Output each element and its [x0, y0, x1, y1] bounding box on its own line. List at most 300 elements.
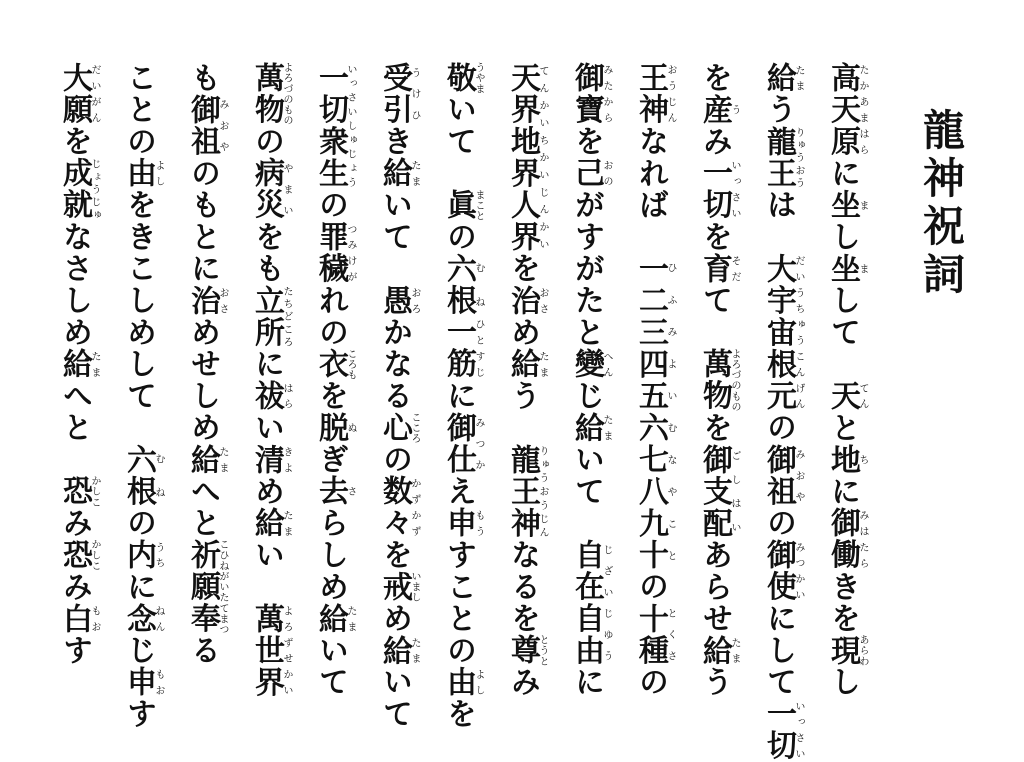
text-segment: あらせ	[697, 539, 732, 635]
ruby-base: 給	[505, 348, 540, 381]
text-segment: らしめ	[313, 507, 348, 603]
text-segment: て	[697, 284, 732, 349]
prayer-text	[42, 62, 874, 762]
text-segment: の	[377, 443, 412, 476]
ruby-base: 受引	[377, 62, 412, 126]
ruby-base: 大宇宙根元	[761, 252, 796, 412]
ruby-reading: だいがん	[89, 62, 100, 126]
ruby-base: 尊	[505, 634, 540, 667]
ruby-word	[441, 62, 484, 94]
ruby-base: 立所	[249, 284, 284, 349]
ruby-word	[185, 443, 228, 476]
ruby-base: 申	[121, 666, 156, 699]
ruby-base: 給	[761, 62, 796, 94]
text-line	[554, 62, 618, 699]
ruby-word	[121, 157, 164, 190]
ruby-word	[121, 666, 164, 699]
text-segment: をも	[249, 221, 284, 285]
ruby-base: 恐	[57, 475, 92, 508]
ruby-word	[313, 411, 356, 444]
ruby-reading: たま	[345, 602, 356, 635]
ruby-base: 御祖	[185, 93, 220, 158]
text-segment: を	[569, 125, 604, 158]
text-segment: をきこしめして	[121, 189, 156, 444]
text-segment: を	[697, 62, 732, 94]
ruby-reading: みつかい	[793, 539, 804, 603]
ruby-word	[761, 539, 804, 603]
ruby-word	[249, 602, 292, 699]
text-line	[298, 62, 362, 699]
text-segment: の	[633, 666, 668, 699]
ruby-word	[569, 157, 612, 190]
ruby-word	[697, 348, 740, 412]
ruby-base: 地	[825, 443, 860, 476]
ruby-base: 成就	[57, 157, 92, 222]
text-segment: し	[825, 666, 860, 699]
ruby-base: 申	[441, 507, 476, 540]
ruby-word	[313, 475, 356, 508]
ruby-word	[761, 698, 804, 762]
ruby-base: 一筋	[441, 316, 476, 381]
ruby-word	[825, 443, 868, 476]
ruby-base: 去	[313, 475, 348, 508]
ruby-word	[697, 443, 740, 540]
ruby-word	[313, 602, 356, 635]
ruby-word	[441, 666, 484, 699]
ruby-word	[633, 62, 676, 126]
ruby-word	[249, 284, 292, 349]
ruby-reading: もう	[473, 507, 484, 540]
ruby-base: 給	[377, 157, 412, 190]
ruby-base: 一切衆生	[313, 62, 348, 190]
text-segment: し	[825, 221, 860, 253]
ruby-base: 御仕	[441, 411, 476, 476]
ruby-base: 給	[569, 411, 604, 444]
ruby-base: 萬物	[697, 348, 732, 412]
ruby-reading: じょうじゅ	[89, 157, 100, 222]
ruby-word	[761, 252, 804, 412]
text-segment: と	[825, 411, 860, 444]
ruby-reading: たま	[537, 348, 548, 381]
text-segment: め	[377, 602, 412, 635]
ruby-reading: ま	[857, 189, 868, 222]
ruby-base: 己	[569, 157, 604, 190]
ruby-word	[377, 411, 420, 444]
text-segment: き	[377, 125, 412, 158]
ruby-word	[505, 348, 548, 381]
text-segment: いて	[313, 634, 348, 699]
ruby-word	[121, 539, 164, 571]
ruby-reading: つみけが	[345, 221, 356, 285]
ruby-reading: だいうちゅうこんげん	[793, 252, 804, 412]
text-segment: に	[249, 348, 284, 381]
ruby-word	[377, 634, 420, 667]
ruby-word	[761, 62, 804, 94]
ruby-base: 敬	[441, 62, 476, 94]
ruby-reading: たま	[409, 634, 420, 667]
ruby-reading: みはたら	[857, 507, 868, 571]
ruby-base: 一二三四五六七八九十	[633, 252, 668, 571]
text-segment: う	[505, 380, 540, 444]
text-segment: の	[249, 125, 284, 158]
ruby-reading: いっさい	[729, 157, 740, 222]
ruby-reading: てんかいちかいじんかい	[537, 62, 548, 253]
ruby-word	[505, 443, 548, 540]
text-segment: る	[185, 634, 220, 667]
ruby-reading: ひふみよいむなやこと	[665, 252, 676, 571]
ruby-word	[121, 443, 164, 508]
text-line	[682, 62, 746, 699]
text-segment: め	[249, 475, 284, 508]
ruby-reading: うち	[153, 539, 164, 571]
text-segment: え	[441, 475, 476, 508]
ruby-reading: たま	[89, 348, 100, 381]
ruby-base: 罪穢	[313, 221, 348, 285]
ruby-word	[313, 348, 356, 381]
ruby-reading: まこと	[473, 189, 484, 222]
text-segment: じ	[121, 634, 156, 667]
text-segment: のもとに	[185, 157, 220, 285]
text-segment: すことの	[441, 539, 476, 667]
ruby-reading: おうじん	[665, 62, 676, 126]
text-segment: い	[249, 539, 284, 603]
ruby-word	[505, 634, 548, 667]
ruby-base: 念	[121, 602, 156, 635]
text-segment: を	[313, 380, 348, 412]
text-line	[746, 62, 810, 762]
ruby-base: 龍王	[761, 125, 796, 190]
ruby-base: 給	[313, 602, 348, 635]
ruby-reading: かしこ	[89, 475, 100, 508]
ruby-reading: おの	[601, 157, 612, 190]
ruby-word	[57, 539, 100, 571]
ruby-word	[505, 284, 548, 317]
ruby-reading: かしこ	[89, 539, 100, 571]
ruby-base: 眞	[441, 189, 476, 222]
text-segment: がすがたと	[569, 189, 604, 349]
ruby-reading: じざいじゆう	[601, 539, 612, 667]
text-segment: に	[825, 475, 860, 508]
ruby-reading: おさ	[217, 284, 228, 317]
ruby-word	[377, 570, 420, 603]
text-line	[106, 62, 170, 730]
ruby-word	[313, 62, 356, 190]
ruby-word	[633, 252, 676, 571]
ruby-word	[377, 475, 420, 540]
ruby-word	[57, 348, 100, 381]
ruby-base: 産	[697, 93, 732, 126]
ruby-word	[505, 62, 548, 253]
ruby-base: 清	[249, 443, 284, 476]
ruby-word	[57, 157, 100, 222]
ruby-base: 六根	[121, 443, 156, 508]
ruby-reading: あらわ	[857, 634, 868, 667]
text-segment: の	[761, 411, 796, 444]
ruby-base: 御働	[825, 507, 860, 571]
ruby-reading: おろ	[409, 284, 420, 317]
ruby-word	[569, 539, 612, 667]
ruby-reading: てん	[857, 380, 868, 412]
ruby-reading: たま	[729, 634, 740, 667]
ruby-reading: ころも	[345, 348, 356, 381]
ruby-word	[441, 507, 484, 540]
ruby-reading: こころ	[409, 411, 420, 444]
ruby-reading: かずかず	[409, 475, 420, 540]
text-segment: う	[697, 666, 732, 699]
ruby-word	[697, 93, 740, 126]
ruby-base: 祓	[249, 380, 284, 412]
ruby-word	[825, 62, 868, 158]
text-segment: なれば	[633, 125, 668, 253]
text-segment: め	[505, 316, 540, 349]
text-segment: す	[57, 634, 92, 667]
ruby-base: 治	[185, 284, 220, 317]
text-line	[490, 62, 554, 699]
ruby-base: 御使	[761, 539, 796, 603]
ruby-reading: ごしはい	[729, 443, 740, 540]
ruby-word	[569, 348, 612, 381]
ruby-reading: たま	[409, 157, 420, 190]
ruby-word	[697, 634, 740, 667]
text-line	[618, 62, 682, 699]
text-segment: の	[313, 189, 348, 222]
ruby-word	[249, 157, 292, 222]
ruby-base: 育	[697, 252, 732, 285]
ruby-reading: そだ	[729, 252, 740, 285]
text-segment: いて	[377, 189, 412, 285]
ruby-base: 脱	[313, 411, 348, 444]
ruby-reading: ち	[857, 443, 868, 476]
ruby-base: 坐	[825, 189, 860, 222]
ruby-reading: たま	[793, 62, 804, 94]
text-segment: きを	[825, 570, 860, 635]
ruby-word	[697, 252, 740, 285]
ruby-word	[761, 443, 804, 508]
ruby-word	[569, 411, 612, 444]
ruby-reading: おさ	[537, 284, 548, 317]
ruby-word	[441, 189, 484, 222]
ruby-reading: こひねがいたてまつ	[217, 539, 228, 635]
ruby-word	[825, 189, 868, 222]
ruby-word	[185, 284, 228, 317]
ruby-reading: よし	[153, 157, 164, 190]
ruby-word	[249, 443, 292, 476]
ruby-base: 龍王神	[505, 443, 540, 540]
ruby-base: 給	[249, 507, 284, 540]
ruby-reading: うけひ	[409, 62, 420, 126]
ruby-reading: へん	[601, 348, 612, 381]
ruby-word	[57, 62, 100, 126]
ruby-word	[249, 380, 292, 412]
ruby-reading: りゅうおう	[793, 125, 804, 190]
text-segment: の	[633, 570, 668, 603]
text-segment: み	[697, 125, 732, 158]
ruby-base: 内	[121, 539, 156, 571]
ruby-reading: むね	[153, 443, 164, 508]
ruby-reading: いまし	[409, 570, 420, 603]
ruby-base: 大願	[57, 62, 92, 126]
text-segment: も	[185, 62, 220, 94]
ruby-reading: たま	[281, 507, 292, 540]
ruby-reading: みおや	[793, 443, 804, 508]
text-line	[426, 62, 490, 730]
ruby-base: 現	[825, 634, 860, 667]
ruby-word	[377, 62, 420, 126]
text-segment: う	[761, 93, 796, 126]
ruby-base: 給	[697, 634, 732, 667]
ruby-reading: たま	[601, 411, 612, 444]
ruby-base: 病災	[249, 157, 284, 222]
ruby-base: 御寶	[569, 62, 604, 126]
text-segment: ことの	[121, 62, 156, 158]
ruby-word	[441, 411, 484, 476]
text-segment: いて	[569, 443, 604, 540]
text-segment: み	[57, 507, 92, 540]
text-segment: み	[505, 666, 540, 699]
ruby-base: 給	[185, 443, 220, 476]
ruby-base: 衣	[313, 348, 348, 381]
text-segment: み	[57, 570, 92, 603]
ruby-reading: ねん	[153, 602, 164, 635]
ruby-reading: もお	[153, 666, 164, 699]
text-segment: を	[697, 411, 732, 444]
ruby-reading: ま	[857, 252, 868, 285]
ruby-reading: もお	[89, 602, 100, 635]
ruby-word	[633, 602, 676, 667]
text-segment: を	[505, 252, 540, 285]
ruby-reading: とくさ	[665, 602, 676, 667]
text-segment: にして	[761, 602, 796, 699]
ruby-base: 治	[505, 284, 540, 317]
ruby-base: 坐	[825, 252, 860, 285]
ruby-reading: はら	[281, 380, 292, 412]
text-segment: なるを	[505, 539, 540, 635]
ruby-word	[185, 539, 228, 635]
text-segment: の	[121, 507, 156, 540]
ruby-word	[377, 284, 420, 317]
text-segment: して	[825, 284, 860, 381]
ruby-base: 愚	[377, 284, 412, 317]
page-title: 龍神祝詞	[917, 108, 966, 300]
ruby-base: 變	[569, 348, 604, 381]
ruby-reading: よろづのもの	[281, 62, 292, 126]
text-segment: へと	[57, 380, 92, 476]
text-segment: へと	[185, 475, 220, 540]
text-segment: かなる	[377, 316, 412, 412]
ruby-base: 由	[441, 666, 476, 699]
ruby-reading: たちどころ	[281, 284, 292, 349]
ruby-reading: むね	[473, 252, 484, 317]
ruby-base: 六根	[441, 252, 476, 317]
ruby-word	[441, 252, 484, 317]
text-segment: なさしめ	[57, 221, 92, 349]
text-segment: を	[697, 221, 732, 253]
ruby-reading: やまい	[281, 157, 292, 222]
ruby-reading: りゅうおうじん	[537, 443, 548, 540]
text-segment: い	[249, 411, 284, 444]
text-segment: す	[121, 698, 156, 730]
ruby-base: 由	[121, 157, 156, 190]
ruby-base: 萬物	[249, 62, 284, 126]
ruby-base: 御支配	[697, 443, 732, 540]
ruby-word	[569, 62, 612, 126]
ruby-base: 戒	[377, 570, 412, 603]
text-segment: いて	[441, 93, 476, 190]
ruby-base: 給	[57, 348, 92, 381]
ruby-word	[377, 157, 420, 190]
ruby-word	[697, 157, 740, 222]
text-segment: に	[825, 157, 860, 190]
ruby-base: 白	[57, 602, 92, 635]
ruby-word	[825, 380, 868, 412]
ruby-reading: よろずせかい	[281, 602, 292, 699]
ruby-word	[121, 602, 164, 635]
ruby-base: 天界地界人界	[505, 62, 540, 253]
ruby-base: 自在自由	[569, 539, 604, 667]
ruby-base: 一切	[761, 698, 796, 762]
ruby-word	[313, 221, 356, 285]
ruby-word	[185, 93, 228, 158]
ruby-word	[57, 602, 100, 635]
ruby-base: 恐	[57, 539, 92, 571]
ruby-base: 心	[377, 411, 412, 444]
ruby-reading: きよ	[281, 443, 292, 476]
ruby-word	[249, 62, 292, 126]
text-segment: れの	[313, 284, 348, 349]
ruby-reading: う	[729, 93, 740, 126]
ruby-reading: たま	[217, 443, 228, 476]
ruby-base: 一切	[697, 157, 732, 222]
ruby-base: 十種	[633, 602, 668, 667]
text-segment: は	[761, 189, 796, 253]
ruby-word	[249, 507, 292, 540]
text-segment: ぎ	[313, 443, 348, 476]
ruby-reading: いっさいしゅじょう	[345, 62, 356, 190]
text-segment: を	[57, 125, 92, 158]
ruby-base: 祈願奉	[185, 539, 220, 635]
ruby-reading: うやま	[473, 62, 484, 94]
ruby-reading: よろづのもの	[729, 348, 740, 412]
ruby-word	[57, 475, 100, 508]
ruby-reading: とうと	[537, 634, 548, 667]
ruby-reading: みつか	[473, 411, 484, 476]
ruby-reading: みたから	[601, 62, 612, 126]
text-segment: めせしめ	[185, 316, 220, 444]
text-segment: の	[761, 507, 796, 540]
text-line	[810, 62, 874, 699]
ruby-reading: ぬ	[345, 411, 356, 444]
ruby-reading: ひとすじ	[473, 316, 484, 381]
text-segment: を	[377, 539, 412, 571]
text-segment: じ	[569, 380, 604, 412]
ruby-word	[761, 125, 804, 190]
ruby-word	[825, 252, 868, 285]
ruby-word	[441, 316, 484, 381]
ruby-reading: たかあまはら	[857, 62, 868, 158]
ruby-base: 萬世界	[249, 602, 284, 699]
ruby-reading: いっさい	[793, 698, 804, 762]
ruby-reading: みおや	[217, 93, 228, 158]
ruby-reading: よし	[473, 666, 484, 699]
text-segment: を	[441, 698, 476, 730]
ruby-reading: さ	[345, 475, 356, 508]
text-segment: に	[569, 666, 604, 699]
ruby-base: 王神	[633, 62, 668, 126]
ruby-word	[825, 634, 868, 667]
ruby-base: 高天原	[825, 62, 860, 158]
ruby-word	[825, 507, 868, 571]
ruby-base: 給	[377, 634, 412, 667]
